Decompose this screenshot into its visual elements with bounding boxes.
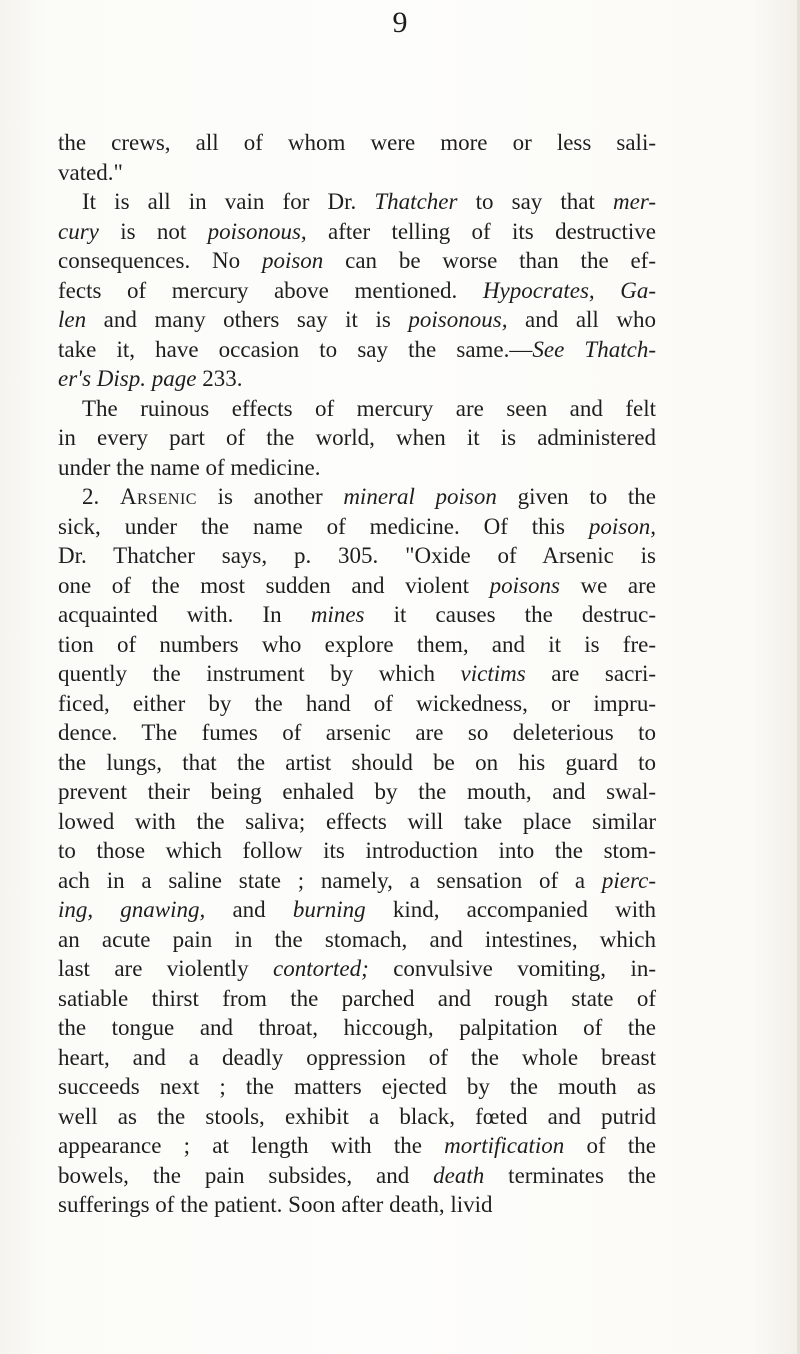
- text-segment: the crews, all of whom were more or less sali-: [58, 130, 656, 155]
- text-line: [58, 217, 656, 247]
- text-segment: satiable thirst from the parched and rough state of: [58, 985, 656, 1011]
- text-segment: ficed, either by the hand of wickedness, or impru-: [58, 690, 656, 716]
- text-line: [58, 718, 656, 748]
- text-line: [58, 364, 656, 394]
- text-line: [58, 1072, 656, 1102]
- text-segment: vated.": [58, 159, 123, 185]
- body-text: [58, 128, 656, 1220]
- text-segment: given to the: [496, 484, 657, 509]
- text-line: [58, 453, 656, 483]
- italic-text: pierc-: [601, 867, 656, 893]
- text-segment: Arsenic: [119, 484, 197, 509]
- text-line: [58, 1190, 656, 1220]
- text-segment: is not: [98, 218, 208, 244]
- text-segment: Dr. Thatcher says, p. 305. "Oxide of Arsenic is: [58, 543, 656, 568]
- text-line: [58, 335, 656, 365]
- text-line: [58, 1102, 656, 1132]
- text-line: [58, 571, 656, 601]
- text-line: [58, 1161, 656, 1191]
- text-segment: It is all in vain for Dr.: [82, 189, 375, 214]
- text-line: [58, 630, 656, 660]
- text-segment: The ruinous effects of mercury are seen and felt: [82, 395, 656, 421]
- italic-text: mortification: [444, 1133, 565, 1158]
- text-line: [58, 954, 656, 984]
- text-segment: fects of mercury above mentioned.: [58, 277, 483, 303]
- text-line: [58, 423, 656, 453]
- italic-text: poison,: [588, 513, 656, 539]
- italic-text: burning: [292, 897, 366, 922]
- italic-text: See Thatch-: [532, 336, 656, 362]
- italic-text: poison: [261, 248, 324, 273]
- text-line: [58, 1131, 656, 1161]
- text-line: [58, 305, 656, 335]
- text-segment: and many others say it is: [86, 307, 409, 332]
- page-number: 9: [392, 6, 408, 39]
- text-segment: tion of numbers who explore them, and it is fre-: [58, 631, 656, 657]
- text-segment: convulsive vomiting, in-: [368, 956, 656, 981]
- text-segment: prevent their being enhaled by the mouth, and swal-: [58, 779, 656, 804]
- text-segment: dence. The fumes of arsenic are so deleterious to: [58, 720, 656, 745]
- text-line: [58, 128, 656, 158]
- text-segment: the tongue and throat, hiccough, palpitation of the: [58, 1015, 656, 1040]
- text-line: [58, 482, 656, 512]
- text-segment: and all who: [507, 307, 656, 332]
- text-segment: sick, under the name of medicine. Of this: [58, 513, 589, 539]
- text-segment: last are violently: [58, 956, 273, 981]
- italic-text: len: [58, 307, 87, 332]
- italic-text: Hypocrates, Ga-: [482, 277, 657, 303]
- text-line: [58, 836, 656, 866]
- italic-text: contorted;: [272, 956, 369, 981]
- text-segment: an acute pain in the stomach, and intestines, which: [58, 926, 656, 952]
- text-line: [58, 748, 656, 778]
- italic-text: poisonous,: [408, 307, 508, 332]
- text-segment: it causes the destruc-: [364, 602, 656, 627]
- italic-text: poisons: [489, 572, 560, 598]
- text-segment: acquainted with. In: [58, 602, 311, 627]
- text-line: [58, 925, 656, 955]
- italic-text: mer-: [613, 189, 656, 214]
- text-line: [58, 689, 656, 719]
- italic-text: victims: [460, 661, 526, 686]
- italic-text: death: [433, 1162, 485, 1188]
- text-segment: under the name of medicine.: [58, 454, 321, 480]
- italic-text: ing, gnawing,: [58, 897, 206, 922]
- text-segment: we are: [559, 572, 656, 598]
- text-segment: is another: [196, 484, 344, 509]
- text-segment: and: [205, 897, 293, 922]
- text-line: [58, 895, 656, 925]
- text-segment: well as the stools, exhibit a black, fœted and putrid: [58, 1103, 656, 1129]
- text-segment: kind, accompanied with: [365, 897, 656, 922]
- text-line: [58, 246, 656, 276]
- text-segment: take it, have occasion to say the same.—: [58, 336, 533, 362]
- text-line: [58, 1013, 656, 1043]
- italic-text: er's Disp. page: [58, 366, 197, 391]
- text-line: [58, 187, 656, 217]
- italic-text: cury: [58, 218, 99, 244]
- text-segment: lowed with the saliva; effects will take place similar: [58, 808, 656, 834]
- text-segment: succeeds next ; the matters ejected by the mouth as: [58, 1074, 656, 1099]
- text-segment: to say that: [457, 189, 614, 214]
- text-segment: 2.: [82, 484, 120, 509]
- italic-text: mineral poison: [343, 484, 497, 509]
- text-line: [58, 158, 656, 188]
- text-line: [58, 807, 656, 837]
- text-line: [58, 777, 656, 807]
- text-line: [58, 866, 656, 896]
- text-segment: 233.: [196, 366, 243, 391]
- text-line: [58, 600, 656, 630]
- text-segment: of the: [564, 1133, 656, 1158]
- text-segment: quently the instrument by which: [58, 661, 461, 686]
- text-line: [58, 1043, 656, 1073]
- text-line: [58, 984, 656, 1014]
- text-line: [58, 276, 656, 306]
- text-segment: appearance ; at length with the: [58, 1133, 445, 1158]
- text-segment: ach in a saline state ; namely, a sensation of a: [58, 867, 602, 893]
- text-line: [58, 512, 656, 542]
- text-segment: can be worse than the ef-: [323, 248, 656, 273]
- italic-text: Thatcher: [374, 189, 458, 214]
- text-segment: the lungs, that the artist should be on his guard to: [58, 749, 656, 775]
- text-line: [58, 541, 656, 571]
- text-segment: consequences. No: [58, 248, 262, 273]
- text-segment: one of the most sudden and violent: [58, 572, 490, 598]
- text-segment: to those which follow its introduction into the stom-: [58, 838, 656, 863]
- text-segment: in every part of the world, when it is administered: [58, 425, 656, 450]
- text-segment: after telling of its destructive: [306, 218, 656, 244]
- text-segment: bowels, the pain subsides, and: [58, 1162, 434, 1188]
- text-line: [58, 659, 656, 689]
- italic-text: poisonous,: [207, 218, 307, 244]
- italic-text: mines: [310, 602, 365, 627]
- text-segment: heart, and a deadly oppression of the whole breast: [58, 1044, 656, 1070]
- text-segment: terminates the: [484, 1162, 656, 1188]
- text-segment: are sacri-: [525, 661, 656, 686]
- text-segment: sufferings of the patient. Soon after death, livid: [58, 1192, 493, 1217]
- text-line: [58, 394, 656, 424]
